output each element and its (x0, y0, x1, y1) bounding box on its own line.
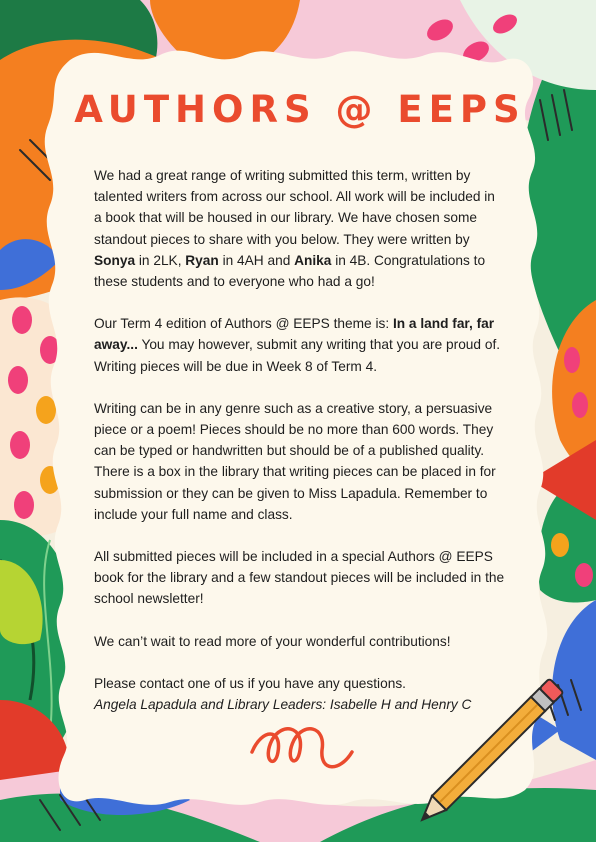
theme-text-1: Our Term 4 edition of Authors @ EEPS theme is: (94, 316, 393, 332)
student-name-sonya: Sonya (94, 252, 136, 268)
theme-paragraph (94, 313, 506, 377)
intro-text-3: in 4AH and (218, 252, 295, 268)
contact-paragraph (94, 673, 506, 715)
student-name-ryan: Ryan (185, 252, 219, 268)
page-title: AUTHORS @ EEPS (74, 88, 526, 131)
guidelines-paragraph: Writing can be in any genre such as a creative story, a persuasive piece or a poem! Pieces should be no more than 600 words. They can be typed or handwritten but should be of a published quality. There is a box in the library that writing pieces can be placed in for submission or they can be given to Miss Lapadula. Remember to include your full name and class. (94, 400, 496, 522)
submission-paragraph: All submitted pieces will be included in a special Authors @ EEPS book for the library and a few standout pieces will be included in the school newsletter! (94, 549, 505, 607)
intro-text-1: We had a great range of writing submitted this term, written by talented writers from across our school. All work will be included in a book that will be housed in our library. We have chosen some standout pieces to share with you below. They were written by (94, 168, 495, 247)
contact-text: Please contact one of us if you have any questions. (94, 675, 406, 691)
letter-body (94, 165, 506, 715)
intro-text-4: in 4B. Congratulations to these students and to everyone who had a go! (94, 252, 486, 290)
closing-paragraph: We can’t wait to read more of your wonderful contributions! (94, 633, 451, 649)
signature: Angela Lapadula and Library Leaders: Isabelle H and Henry C (94, 697, 472, 713)
student-name-anika: Anika (294, 252, 332, 268)
theme-text-2: You may however, submit any writing that you are proud of. Writing pieces will be due in Week 8 of Term 4. (94, 337, 501, 374)
intro-paragraph (94, 165, 506, 292)
theme-name: In a land far, far away... (94, 316, 495, 353)
intro-text-2: in 2LK, (135, 252, 186, 268)
